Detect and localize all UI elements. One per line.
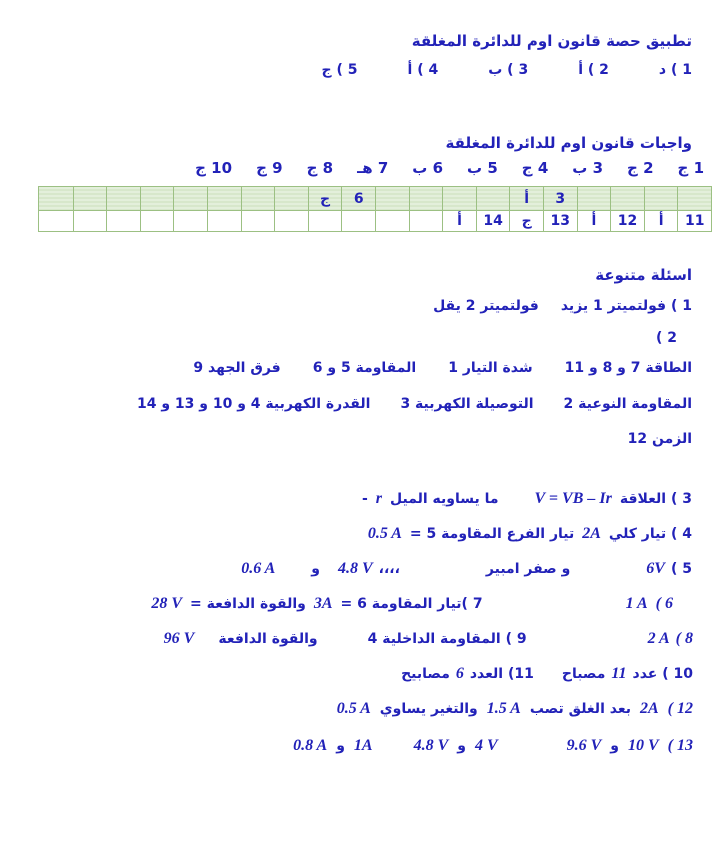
voltage-4-8: 4.8 V: [413, 737, 449, 754]
voltmeter2-answer: فولتميتر 2 يقل: [433, 298, 539, 314]
total-current-value: 2A: [582, 525, 601, 542]
answer-line-8-9: [164, 630, 693, 648]
header-pair: 8 ج: [306, 159, 334, 177]
header-pair: 4 ج: [521, 159, 549, 177]
table-cell: أ: [644, 211, 678, 231]
table-cell: [341, 211, 375, 231]
question-1-line: [433, 298, 692, 314]
answer-8-value: 2 A: [647, 630, 670, 647]
answer-11-label: 11) العدد: [469, 666, 534, 682]
table-cell: [409, 187, 443, 210]
emf-value-96: 96 V: [163, 630, 195, 647]
application-title-line: [412, 32, 692, 50]
mapping-item: القدرة الكهربية 4 و 10 و 13 و 14: [136, 396, 371, 412]
misc-heading: اسئلة متنوعة: [595, 266, 692, 284]
table-cell: 11: [677, 211, 711, 231]
mapping-row-3: [628, 431, 692, 447]
mapping-row-1: [193, 360, 692, 376]
slope-variable: r: [375, 490, 382, 507]
table-cell: [241, 187, 275, 210]
and-conjunction: و: [311, 561, 320, 577]
table-cell: [274, 187, 308, 210]
table-cell: [375, 211, 409, 231]
answer-line-13: [293, 737, 693, 755]
answer-6-label: 6 ): [655, 595, 673, 612]
table-cell: [207, 211, 241, 231]
header-pair: 7 هـ: [357, 159, 389, 177]
commas-mark: ،،،،: [378, 561, 400, 577]
homework-answer-table: [38, 186, 712, 232]
answer-6-value: 1 A: [625, 595, 648, 612]
voltage-4: 4 V: [474, 737, 498, 754]
dash: -: [361, 491, 368, 507]
mapping-item: التوصيلة الكهربية 3: [400, 396, 534, 412]
answer-4-label: 4 ) تيار كلي: [608, 526, 692, 542]
table-cell: [39, 211, 73, 231]
change-value: 0.5 A: [336, 700, 371, 717]
lamp-count-11: 11: [611, 665, 627, 682]
answer-8-label: 8 ): [675, 630, 693, 647]
lamp-count-6: 6: [455, 665, 464, 682]
current-1a: 1A: [353, 737, 373, 754]
mapping-item: المقاومة النوعية 2: [563, 396, 692, 412]
emf-text-9: والقوة الدافعة: [218, 631, 318, 647]
table-cell: [274, 211, 308, 231]
homework-header-row: [195, 159, 704, 177]
header-pair: 10 ج: [195, 159, 233, 177]
homework-table-white-row: [39, 211, 711, 231]
change-equals-text: والتغير يساوي: [379, 701, 478, 717]
and-3: و: [336, 738, 345, 754]
header-pair: 3 ب: [572, 159, 603, 177]
table-cell: 3: [543, 187, 577, 210]
answer-line-5: [241, 560, 692, 578]
table-cell: [106, 187, 140, 210]
answer-5-label: 5 ): [670, 561, 692, 577]
table-cell: [308, 211, 342, 231]
application-answers-row: [322, 62, 692, 78]
current-0-8: 0.8 A: [293, 737, 328, 754]
table-cell: 6: [341, 187, 375, 210]
homework-title-line: [446, 134, 692, 152]
homework-table-green-row: [39, 187, 711, 211]
header-pair: 9 ج: [256, 159, 283, 177]
voltage-value-1: 6V: [646, 560, 665, 577]
homework-title: واجبات قانون اوم للدائرة المغلقة: [445, 134, 692, 152]
resistor-current-value: 3A: [313, 595, 333, 612]
answer-12-label: 12 ): [667, 700, 693, 717]
question-2-line: [656, 330, 677, 346]
emf-value-28: 28 V: [151, 595, 182, 612]
voltage-value-2: 4.8 V: [337, 560, 373, 577]
and-1: و: [610, 738, 619, 754]
lamp-unit: مصباح: [561, 666, 606, 682]
current-value: 0.6 A: [241, 560, 276, 577]
header-pair: 6 ب: [412, 159, 443, 177]
table-cell: [173, 187, 207, 210]
and-2: و: [457, 738, 466, 754]
answer-9-label: 9 ) المقاومة الداخلية 4: [367, 631, 527, 647]
application-title: تطبيق حصة قانون اوم للدائرة المغلقة: [411, 32, 692, 50]
answer-item: 2 ) أ: [578, 62, 609, 78]
mapping-item: الطاقة 7 و 8 و 11: [564, 360, 692, 376]
answer-line-3: [362, 490, 692, 508]
emf-text: والقوة الدافعة =: [190, 596, 306, 612]
mapping-item: فرق الجهد 9: [193, 360, 281, 376]
zero-ampere-text: و صفر امبير: [485, 561, 571, 577]
table-cell: أ: [577, 211, 611, 231]
table-cell: أ: [509, 187, 543, 210]
header-pair: 5 ب: [467, 159, 498, 177]
table-cell: [677, 187, 711, 210]
current-before: 2A: [640, 700, 659, 717]
table-cell: [644, 187, 678, 210]
table-cell: [476, 187, 510, 210]
answer-line-4: [368, 525, 692, 543]
table-cell: 14: [476, 211, 510, 231]
table-cell: 12: [610, 211, 644, 231]
table-cell: [140, 211, 174, 231]
answer-7-label: 7 )تيار المقاومة 6 =: [340, 596, 483, 612]
table-cell: [73, 211, 107, 231]
table-cell: [39, 187, 73, 210]
table-cell: [610, 187, 644, 210]
table-cell: 13: [543, 211, 577, 231]
answer-item: 3 ) ب: [488, 62, 529, 78]
table-cell: [207, 187, 241, 210]
header-pair: 1 ج: [677, 159, 704, 177]
header-pair: 2 ج: [627, 159, 654, 177]
branch-current-value: 0.5 A: [367, 525, 402, 542]
lamps-unit: مصابيح: [401, 666, 450, 682]
mapping-item-time: الزمن 12: [627, 431, 692, 447]
after-closing-text: بعد الغلق تصب: [529, 701, 631, 717]
table-cell: [173, 211, 207, 231]
mapping-item: شدة التيار 1: [448, 360, 533, 376]
relation-label: 3 ) العلاقة: [619, 491, 692, 507]
table-cell: ج: [509, 211, 543, 231]
mapping-row-2: [137, 396, 692, 412]
answer-item: 5 ) ج: [321, 62, 358, 78]
table-cell: [106, 211, 140, 231]
voltage-9-6: 9.6 V: [566, 737, 602, 754]
voltage-10: 10 V: [628, 737, 659, 754]
table-cell: [140, 187, 174, 210]
relation-formula: V = VB – Ir: [534, 490, 612, 507]
table-cell: أ: [442, 211, 476, 231]
table-cell: [409, 211, 443, 231]
table-cell: [442, 187, 476, 210]
branch-current-text: تيار الفرع المقاومة 5 =: [409, 526, 575, 542]
table-cell: [375, 187, 409, 210]
table-cell: [577, 187, 611, 210]
answer-10-label: 10 ) عدد: [632, 666, 693, 682]
misc-heading-line: [595, 266, 692, 284]
answer-line-10-11: [401, 665, 693, 683]
answer-13-label: 13 ): [667, 737, 693, 754]
question-2-label: 2 ): [655, 330, 677, 346]
slope-text: ما يساويه الميل: [390, 491, 499, 507]
answer-line-12: [337, 700, 693, 718]
answer-line-6-7: [151, 595, 673, 613]
table-cell: ج: [308, 187, 342, 210]
answer-item: 1 ) د: [658, 62, 692, 78]
current-after: 1.5 A: [486, 700, 521, 717]
table-cell: [241, 211, 275, 231]
voltmeter1-answer: 1 ) فولتميتر 1 يزيد: [560, 298, 692, 314]
mapping-item: المقاومة 5 و 6: [312, 360, 417, 376]
table-cell: [73, 187, 107, 210]
answer-item: 4 ) أ: [407, 62, 439, 78]
